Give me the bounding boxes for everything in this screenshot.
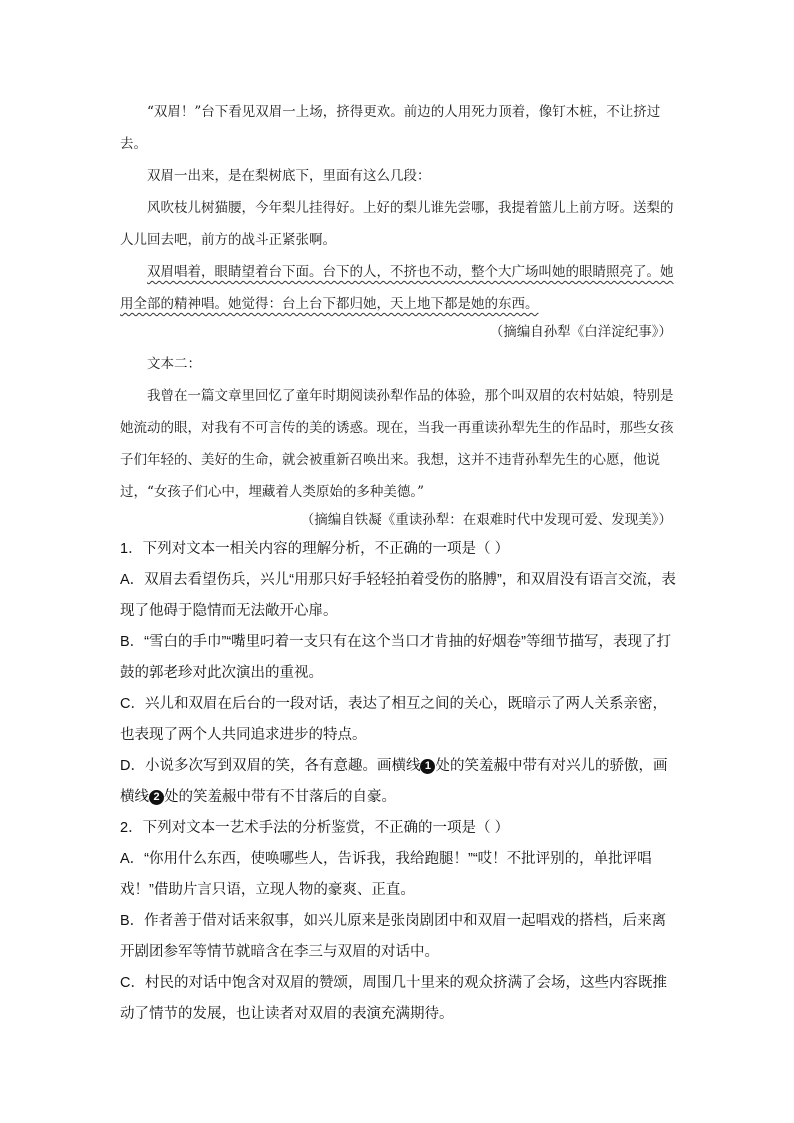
text-two-source: （摘编自铁凝《重读孙犁：在艰难时代中发现可爱、发现美》） (300, 512, 672, 528)
wavy-underlined-passage: 双眉唱着，眼睛望着台下面。台下的人，不挤也不动，整个大广场叫她的眼睛照亮了。她用全部的精神唱。她觉得：台上台下都归她，天上地下都是她的东西。 (120, 264, 674, 312)
question-2-option-c: C．村民的对话中饱含对双眉的赞颂，周围几十里来的观众挤满了会场，这些内容既推动了情节的发展，也让读者对双眉的表演充满期待。 (120, 975, 667, 1022)
option-d-text-2: 处的笑羞赧中带有对兴儿的骄傲，画横线 (120, 758, 668, 805)
text-one-paragraph-4 (120, 256, 680, 320)
option-d-text-3: 处的笑羞赧中带有不甘落后的自豪。 (164, 789, 396, 805)
question-2-option-a: A．“你用什么东西，使唤哪些人，告诉我，我给跑腿！”“哎！不批评别的，单批评唱戏！”借助片言只语，立现人物的豪爽、正直。 (120, 851, 652, 898)
question-1-option-a: A．双眉去看望伤兵，兴儿“用那只好手轻轻拍着受伤的胳膊”，和双眉没有语言交流，表现了他碍于隐情而无法敞开心扉。 (120, 572, 676, 619)
text-one-paragraph-1: “双眉！”台下看见双眉一上场，挤得更欢。前边的人用死力顶着，像钉木桩，不让挤过去。 (120, 104, 661, 152)
text-two-paragraph: 我曾在一篇文章里回忆了童年时期阅读孙犁作品的体验，那个叫双眉的农村姑娘，特别是她流动的眼，对我有不可言传的美的诱惑。现在，当我一再重读孙犁先生的作品时，那些女孩子们年轻的、美好的生命，就会被重新召唤出来。我想，这并不违背孙犁先生的心愿，他说过，“女孩子们心中，埋藏着人类原始的多种美德。” (120, 388, 674, 500)
option-d-text-1: D．小说多次写到双眉的笑，各有意趣。画横线 (120, 758, 421, 774)
text-two-heading: 文本二： (147, 356, 201, 372)
circled-number-1: 1 (420, 759, 435, 774)
question-1-stem: 1．下列对文本一相关内容的理解分析，不正确的一项是（ ） (120, 541, 510, 557)
text-one-song-lyrics: 风吹枝儿树猫腰，今年梨儿挂得好。上好的梨儿谁先尝哪，我提着篮儿上前方呀。送梨的人儿回去吧，前方的战斗正紧张啊。 (120, 200, 674, 248)
text-one-source: （摘编自孙犁《白洋淀纪事》） (489, 324, 672, 340)
question-2-stem: 2．下列对文本一艺术手法的分析鉴赏，不正确的一项是（ ） (120, 820, 510, 836)
question-2-option-b: B．作者善于借对话来叙事，如兴儿原来是张岗剧团中和双眉一起唱戏的搭档，后来离开剧团参军等情节就暗含在李三与双眉的对话中。 (120, 913, 667, 960)
circled-number-2: 2 (149, 790, 164, 805)
text-one-paragraph-2: 双眉一出来，是在梨树底下，里面有这么几段： (147, 168, 431, 184)
question-1-option-c: C．兴儿和双眉在后台的一段对话，表达了相互之间的关心，既暗示了两人关系亲密，也表现了两个人共同追求进步的特点。 (120, 696, 667, 743)
question-1-option-b: B．“雪白的手巾”“嘴里叼着一支只有在这个当口才肯抽的好烟卷”等细节描写，表现了打鼓的郭老珍对此次演出的重视。 (120, 634, 671, 681)
question-1-option-d (120, 751, 680, 813)
